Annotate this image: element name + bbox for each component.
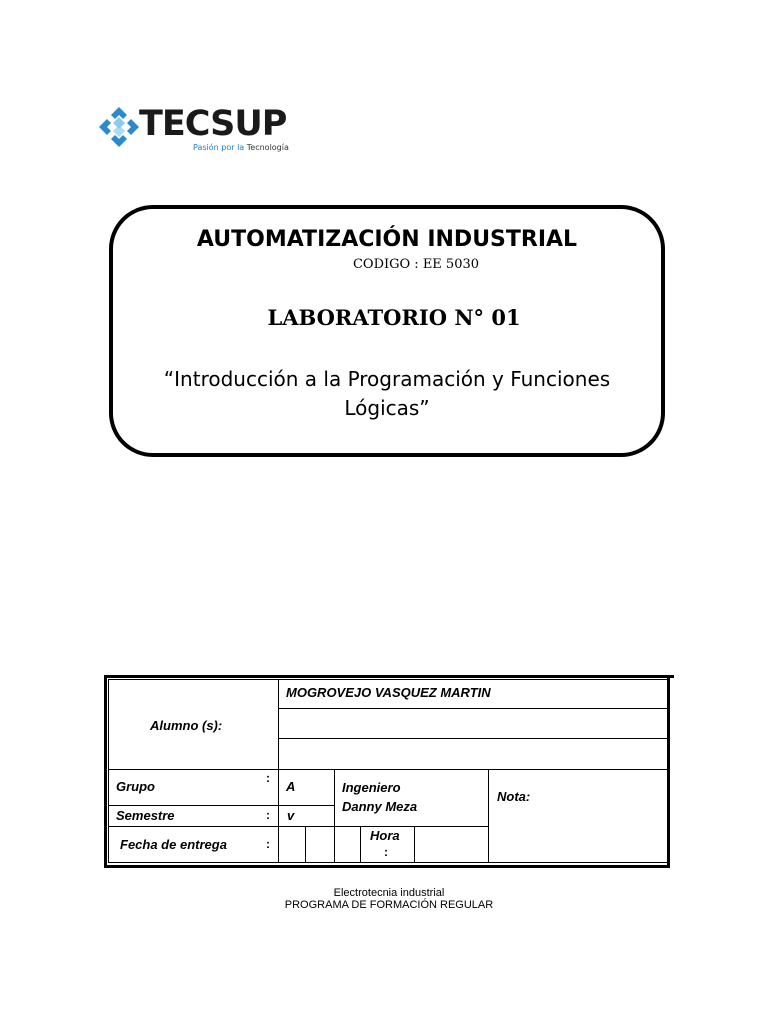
- lab-subject-line2: Lógicas”: [344, 396, 430, 420]
- fecha-colon: :: [266, 837, 270, 851]
- table-rule: [108, 805, 334, 806]
- table-rule: [108, 862, 667, 863]
- table-rule: [305, 826, 306, 862]
- fecha-label: Fecha de entrega: [120, 837, 227, 852]
- student-name-1: MOGROVEJO VASQUEZ MARTIN: [286, 685, 491, 700]
- semestre-value: v: [287, 808, 295, 823]
- lab-number: LABORATORIO N° 01: [267, 305, 521, 330]
- tecsup-logo: [95, 103, 289, 159]
- hora-colon: :: [384, 845, 388, 859]
- table-border-right: [667, 677, 670, 867]
- table-rule: [108, 679, 109, 863]
- alumno-label: Alumno (s):: [150, 718, 223, 733]
- nota-label: Nota:: [497, 789, 531, 804]
- ingeniero-line1: Ingeniero: [342, 780, 401, 795]
- semestre-label: Semestre: [116, 808, 175, 823]
- table-border-bottom: [104, 865, 670, 868]
- lab-subject-line1: “Introducción a la Programación y Funciones: [163, 367, 611, 391]
- semestre-colon: :: [266, 808, 270, 822]
- table-rule: [108, 679, 667, 680]
- table-rule: [360, 826, 361, 862]
- footer-program: PROGRAMA DE FORMACIÓN REGULAR: [284, 899, 494, 911]
- tecsup-logo-icon: [95, 103, 143, 151]
- ingeniero-line2: Danny Meza: [342, 799, 418, 814]
- table-rule: [108, 826, 488, 827]
- logo-tagline: Pasión por la Tecnología: [193, 143, 289, 152]
- table-rule: [278, 738, 667, 739]
- logo-wordmark: TECSUP: [139, 104, 287, 144]
- grupo-label: Grupo: [116, 779, 155, 794]
- grupo-value: A: [286, 779, 296, 794]
- table-rule: [414, 826, 415, 862]
- grupo-colon: :: [266, 771, 270, 785]
- course-code: CODIGO : EE 5030: [352, 257, 480, 272]
- table-rule: [334, 769, 335, 862]
- title-box: [109, 205, 665, 457]
- table-rule: [108, 769, 667, 770]
- table-rule: [278, 708, 667, 709]
- hora-label: Hora: [370, 828, 400, 843]
- footer-department: Electrotecnia industrial: [333, 887, 445, 899]
- course-title: AUTOMATIZACIÓN INDUSTRIAL: [196, 227, 578, 252]
- lab-subject: [123, 365, 651, 423]
- table-rule: [488, 769, 489, 862]
